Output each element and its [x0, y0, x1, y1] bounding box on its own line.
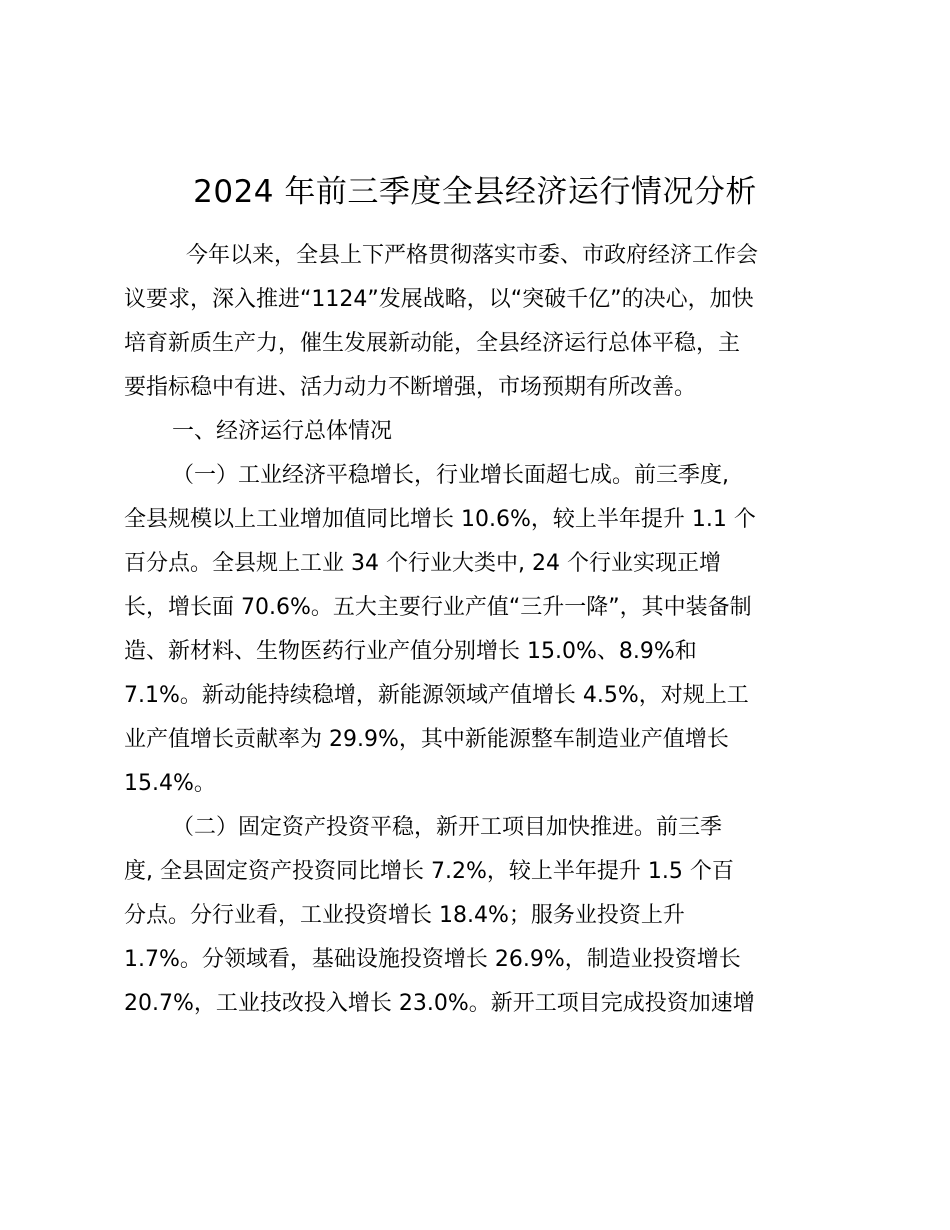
subsection-heading-line: （一）工业经济平稳增长，行业增长面超七成。前三季度,	[172, 463, 729, 488]
section-heading: 一、经济运行总体情况	[172, 419, 393, 444]
paragraph-line: 培育新质生产力，催生发展新动能，全县经济运行总体平稳，主	[124, 331, 741, 356]
paragraph-line: 15.4%。	[124, 771, 216, 796]
paragraph-line: 分点。分行业看，工业投资增长 18.4%；服务业投资上升	[124, 903, 685, 928]
paragraph-line: 今年以来，全县上下严格贯彻落实市委、市政府经济工作会	[186, 243, 759, 268]
paragraph-line: 全县规模以上工业增加值同比增长 10.6%，较上半年提升 1.1 个	[124, 507, 756, 532]
paragraph-line: 20.7%，工业技改投入增长 23.0%。新开工项目完成投资加速增	[124, 991, 755, 1016]
subsection-heading-line: （二）固定资产投资平稳，新开工项目加快推进。前三季	[172, 815, 723, 840]
document-body	[124, 234, 836, 1026]
document-title: 2024 年前三季度全县经济运行情况分析	[193, 174, 757, 210]
paragraph-line: 7.1%。新动能持续稳增，新能源领域产值增长 4.5%，对规上工	[124, 683, 749, 708]
paragraph-line: 业产值增长贡献率为 29.9%，其中新能源整车制造业产值增长	[124, 727, 729, 752]
paragraph-line: 1.7%。分领域看，基础设施投资增长 26.9%，制造业投资增长	[124, 947, 741, 972]
paragraph-line: 长，增长面 70.6%。五大主要行业产值“三升一降”，其中装备制	[124, 595, 752, 620]
paragraph-line: 百分点。全县规上工业 34 个行业大类中, 24 个行业实现正增	[124, 551, 721, 576]
paragraph-line: 度, 全县固定资产投资同比增长 7.2%，较上半年提升 1.5 个百	[124, 859, 734, 884]
paragraph-line: 造、新材料、生物医药行业产值分别增长 15.0%、8.9%和	[124, 639, 697, 664]
paragraph-line: 要指标稳中有进、活力动力不断增强，市场预期有所改善。	[124, 375, 697, 400]
paragraph-line: 议要求，深入推进“1124”发展战略，以“突破千亿”的决心，加快	[124, 287, 754, 312]
